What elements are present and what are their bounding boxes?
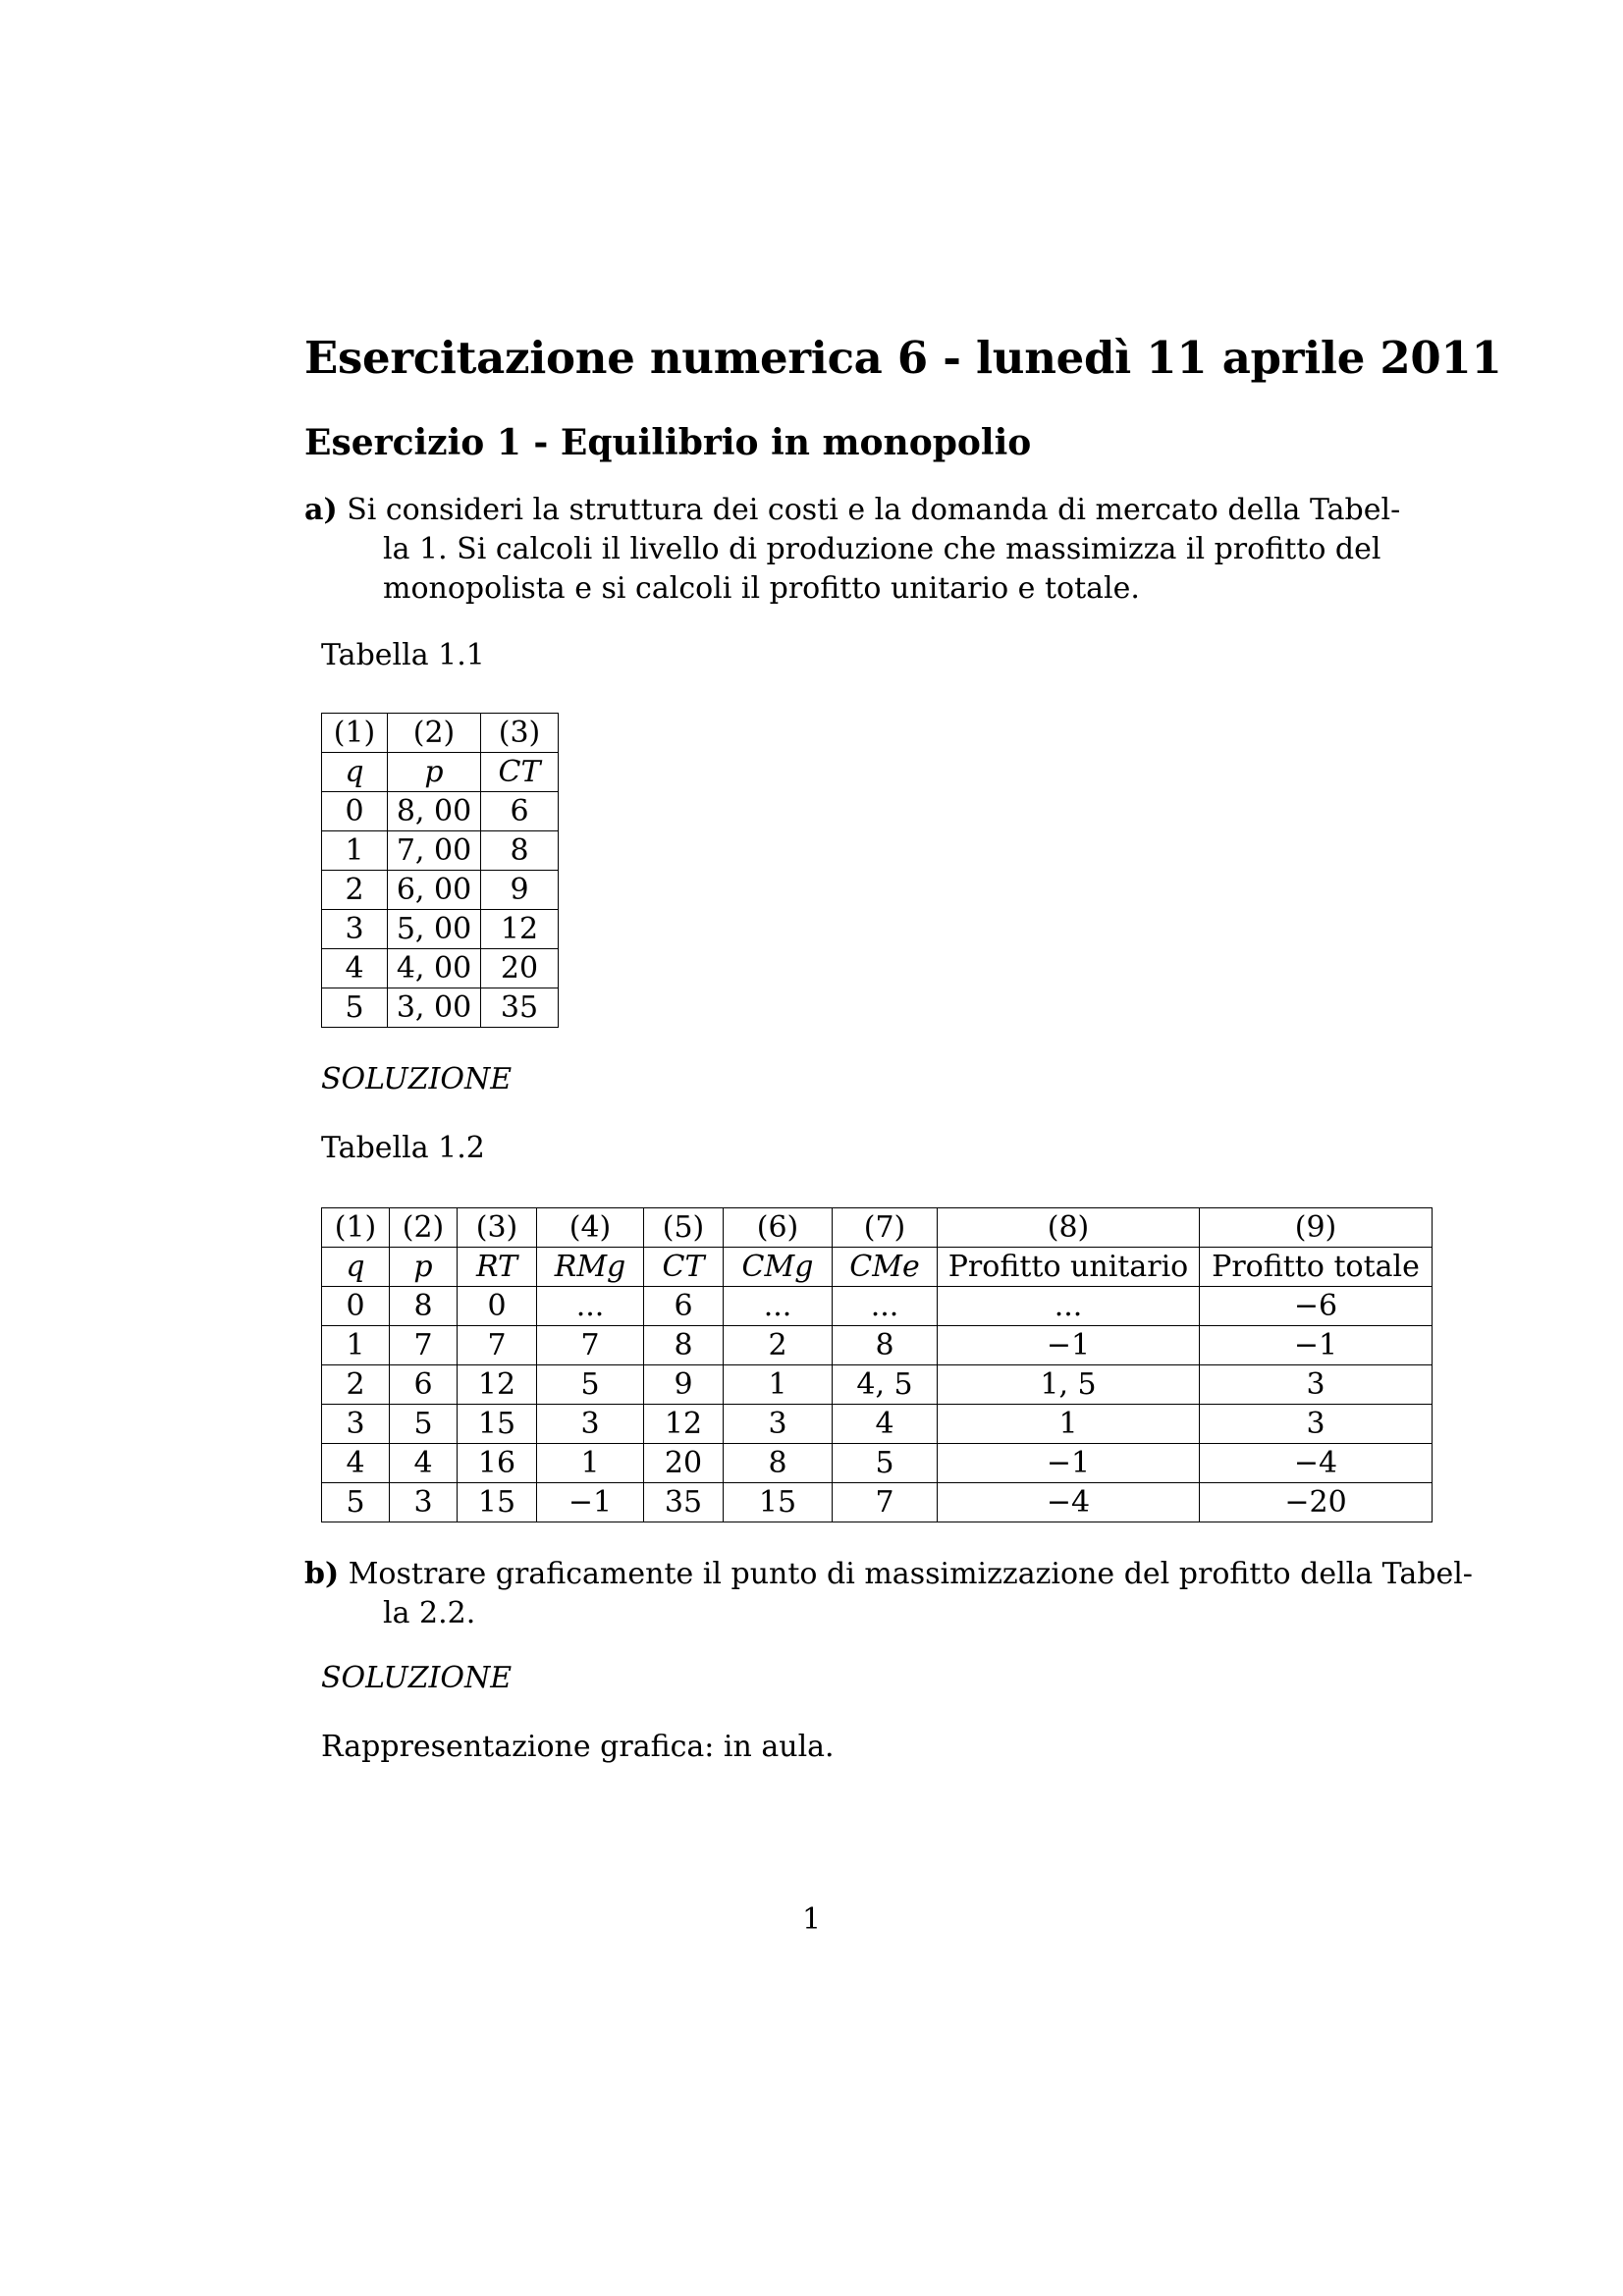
table-cell: 3 <box>390 1483 458 1522</box>
table-cell: (1) <box>322 714 388 753</box>
table-cell: 0 <box>458 1287 537 1326</box>
table-row <box>322 910 559 949</box>
table-cell: −4 <box>938 1483 1200 1522</box>
table-cell: 6 <box>481 792 559 831</box>
table-row <box>322 949 559 988</box>
table-cell: 7 <box>833 1483 938 1522</box>
table-row <box>322 1326 1433 1365</box>
table-cell: 3 <box>322 910 388 949</box>
table-cell: 4 <box>390 1444 458 1483</box>
table-row <box>322 1287 1433 1326</box>
solution-label-1: SOLUZIONE <box>321 1062 513 1096</box>
table-cell: 20 <box>644 1444 724 1483</box>
table-cell: 9 <box>481 871 559 910</box>
table-cell: 16 <box>458 1444 537 1483</box>
table-cell: 5 <box>537 1365 644 1405</box>
table-cell: 12 <box>481 910 559 949</box>
table-cell: ... <box>833 1287 938 1326</box>
table-cell: (8) <box>938 1208 1200 1248</box>
table-cell: 12 <box>458 1365 537 1405</box>
table-row <box>322 1483 1433 1522</box>
table-cell: 8 <box>833 1326 938 1365</box>
table-cell: 4, 00 <box>388 949 481 988</box>
table-cell: 4, 5 <box>833 1365 938 1405</box>
table-header: CT <box>644 1248 724 1287</box>
table-cell: −20 <box>1200 1483 1433 1522</box>
table-cell: (4) <box>537 1208 644 1248</box>
table-cell: −6 <box>1200 1287 1433 1326</box>
solution-label-2: SOLUZIONE <box>321 1661 513 1695</box>
table-cell: 7 <box>537 1326 644 1365</box>
part-b-line-1: b) Mostrare graficamente il punto di massimizzazione del profitto della Tabel- <box>304 1557 1473 1591</box>
table-cell: 15 <box>724 1483 833 1522</box>
table-header: p <box>388 753 481 792</box>
table-row <box>322 714 559 753</box>
table-cell: (1) <box>322 1208 390 1248</box>
exercise-title: Esercizio 1 - Equilibrio in monopolio <box>304 422 1032 463</box>
table-cell: (2) <box>390 1208 458 1248</box>
table-cell: 5 <box>390 1405 458 1444</box>
table-row <box>322 988 559 1028</box>
table-cell: (3) <box>458 1208 537 1248</box>
table-cell: 3 <box>724 1405 833 1444</box>
table-row <box>322 1365 1433 1405</box>
table-cell: 3 <box>322 1405 390 1444</box>
table-cell: 8, 00 <box>388 792 481 831</box>
table-cell: 9 <box>644 1365 724 1405</box>
table-cell: 7 <box>390 1326 458 1365</box>
table-cell: 7 <box>458 1326 537 1365</box>
table-cell: (3) <box>481 714 559 753</box>
table-cell: 6 <box>644 1287 724 1326</box>
table-cell: 8 <box>724 1444 833 1483</box>
table-cell: (6) <box>724 1208 833 1248</box>
table-cell: 3 <box>537 1405 644 1444</box>
table-cell: 4 <box>833 1405 938 1444</box>
table-cell: 8 <box>481 831 559 871</box>
table-cell: 1 <box>537 1444 644 1483</box>
table-cell: 2 <box>322 871 388 910</box>
table-row <box>322 1208 1433 1248</box>
table-cell: −1 <box>1200 1326 1433 1365</box>
table-header: q <box>322 1248 390 1287</box>
table-cell: 1 <box>322 831 388 871</box>
closing-text: Rappresentazione grafica: in aula. <box>321 1730 835 1764</box>
table-cell: 15 <box>458 1405 537 1444</box>
table-header: q <box>322 753 388 792</box>
table-cell: ... <box>724 1287 833 1326</box>
table-cell: 8 <box>644 1326 724 1365</box>
table-cell: 3 <box>1200 1365 1433 1405</box>
part-b-text <box>304 1555 1473 1633</box>
table-cell: 4 <box>322 949 388 988</box>
part-a-line-1: a) Si consideri la struttura dei costi e la domanda di mercato della Tabel- <box>304 493 1401 527</box>
table-cell: 2 <box>322 1365 390 1405</box>
part-b-line-2: la 2.2. <box>383 1596 476 1630</box>
table-header: CT <box>481 753 559 792</box>
table-cell: 5, 00 <box>388 910 481 949</box>
table-cell: 6 <box>390 1365 458 1405</box>
table-2 <box>321 1207 1433 1522</box>
table-cell: 1 <box>938 1405 1200 1444</box>
table-cell: 7, 00 <box>388 831 481 871</box>
table-cell: 8 <box>390 1287 458 1326</box>
table-cell: −4 <box>1200 1444 1433 1483</box>
table-cell: ... <box>537 1287 644 1326</box>
table-cell: 0 <box>322 792 388 831</box>
table-cell: 5 <box>322 1483 390 1522</box>
table-header: RT <box>458 1248 537 1287</box>
table-cell: 35 <box>481 988 559 1028</box>
table-cell: 12 <box>644 1405 724 1444</box>
table-cell: (7) <box>833 1208 938 1248</box>
table-cell: 1 <box>322 1326 390 1365</box>
part-a-text <box>304 491 1401 609</box>
table-row <box>322 1405 1433 1444</box>
table-row <box>322 871 559 910</box>
part-a-label: a) <box>304 493 338 527</box>
table-row <box>322 753 559 792</box>
table-cell: 5 <box>833 1444 938 1483</box>
table-cell: 6, 00 <box>388 871 481 910</box>
table-header: Profitto totale <box>1200 1248 1433 1287</box>
table-cell: (9) <box>1200 1208 1433 1248</box>
table-header: CMe <box>833 1248 938 1287</box>
table-header: RMg <box>537 1248 644 1287</box>
table-header: Profitto unitario <box>938 1248 1200 1287</box>
part-a-line-3: monopolista e si calcoli il profitto unitario e totale. <box>383 571 1140 606</box>
table-1-caption: Tabella 1.1 <box>321 638 485 672</box>
table-header: CMg <box>724 1248 833 1287</box>
table-cell: 4 <box>322 1444 390 1483</box>
table-row <box>322 1248 1433 1287</box>
table-cell: 5 <box>322 988 388 1028</box>
table-row <box>322 792 559 831</box>
table-cell: 3 <box>1200 1405 1433 1444</box>
table-cell: 3, 00 <box>388 988 481 1028</box>
table-row <box>322 831 559 871</box>
table-cell: 2 <box>724 1326 833 1365</box>
table-cell: −1 <box>938 1326 1200 1365</box>
table-row <box>322 1444 1433 1483</box>
table-cell: 20 <box>481 949 559 988</box>
table-cell: (2) <box>388 714 481 753</box>
table-cell: 15 <box>458 1483 537 1522</box>
part-b-label: b) <box>304 1557 340 1591</box>
table-1 <box>321 713 559 1028</box>
table-cell: −1 <box>938 1444 1200 1483</box>
page-number: 1 <box>801 1902 822 1937</box>
table-cell: −1 <box>537 1483 644 1522</box>
table-cell: ... <box>938 1287 1200 1326</box>
part-a-line-2: la 1. Si calcoli il livello di produzione che massimizza il profitto del <box>383 532 1381 566</box>
table-cell: 1, 5 <box>938 1365 1200 1405</box>
table-header: p <box>390 1248 458 1287</box>
table-cell: 1 <box>724 1365 833 1405</box>
table-cell: (5) <box>644 1208 724 1248</box>
table-cell: 0 <box>322 1287 390 1326</box>
table-cell: 35 <box>644 1483 724 1522</box>
page-title: Esercitazione numerica 6 - lunedì 11 aprile 2011 <box>304 332 1502 384</box>
table-2-caption: Tabella 1.2 <box>321 1131 485 1165</box>
